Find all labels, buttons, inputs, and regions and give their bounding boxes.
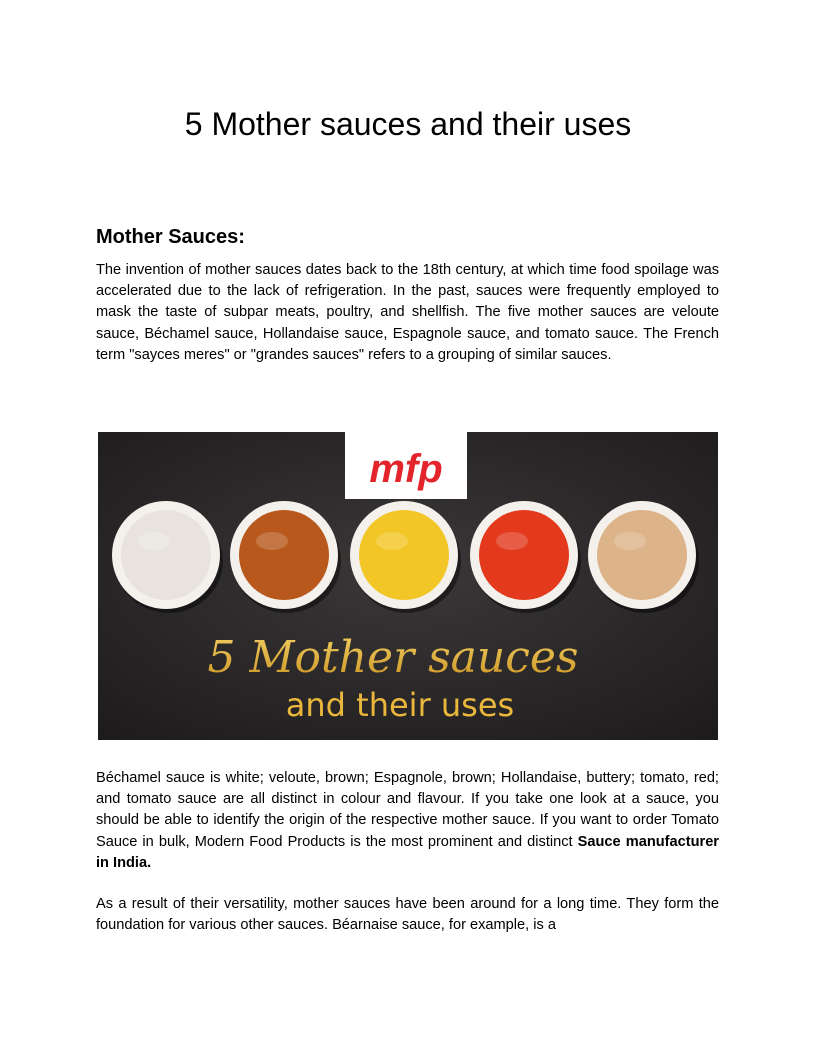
sauce-highlight xyxy=(376,532,408,550)
sauce-highlight xyxy=(256,532,288,550)
mfp-logo: mfp xyxy=(369,447,443,491)
colour-paragraph xyxy=(96,768,719,874)
sauce-hollandaise xyxy=(359,510,449,600)
sauce-veloute xyxy=(597,510,687,600)
page-title: 5 Mother sauces and their uses xyxy=(184,106,632,142)
sauce-espagnole xyxy=(239,510,329,600)
sauce-highlight xyxy=(614,532,646,550)
versatility-paragraph: As a result of their versatility, mother sauces have been around for a long time. They form the foundation for various other sauces. Béarnaise sauce, for example, is a xyxy=(96,896,719,934)
sauce-bowls xyxy=(112,501,699,613)
sauce-tomato xyxy=(479,510,569,600)
intro-paragraph: The invention of mother sauces dates back to the 18th century, at which time food spoilage was accelerated due to the lack of refrigeration. In the past, sauces were frequently employed to mask the taste of subpar meats, poultry, and shellfish. The five mother sauces are veloute sauce, Béchamel sauce, Hollandaise sauce, Espagnole sauce, and tomato sauce. The French term "sayces meres" or "grandes sauces" refers to a grouping of similar sauces. xyxy=(96,262,719,363)
section-heading: Mother Sauces: xyxy=(96,226,245,248)
sauce-bechamel xyxy=(121,510,211,600)
banner-title: 5 Mother sauces xyxy=(207,632,579,683)
hero-image xyxy=(98,432,718,740)
colour-paragraph-text: Béchamel sauce is white; veloute, brown; Espagnole, brown; Hollandaise, buttery; tomato, red; and tomato sauce are all distinct in colour and flavour. If you take one look at a sauce, you should be able to identify the origin of the respective mother sauce. If you want to order Tomato Sauce in bulk, Modern Food Products is the most prominent and distinct xyxy=(96,770,719,850)
sauce-manufacturer-bold: Sauce manufacturer in India. xyxy=(96,833,719,871)
hero-banner-graphic xyxy=(98,432,718,740)
sauce-highlight xyxy=(496,532,528,550)
banner-subtitle: and their uses xyxy=(285,686,515,724)
sauce-highlight xyxy=(138,532,170,550)
